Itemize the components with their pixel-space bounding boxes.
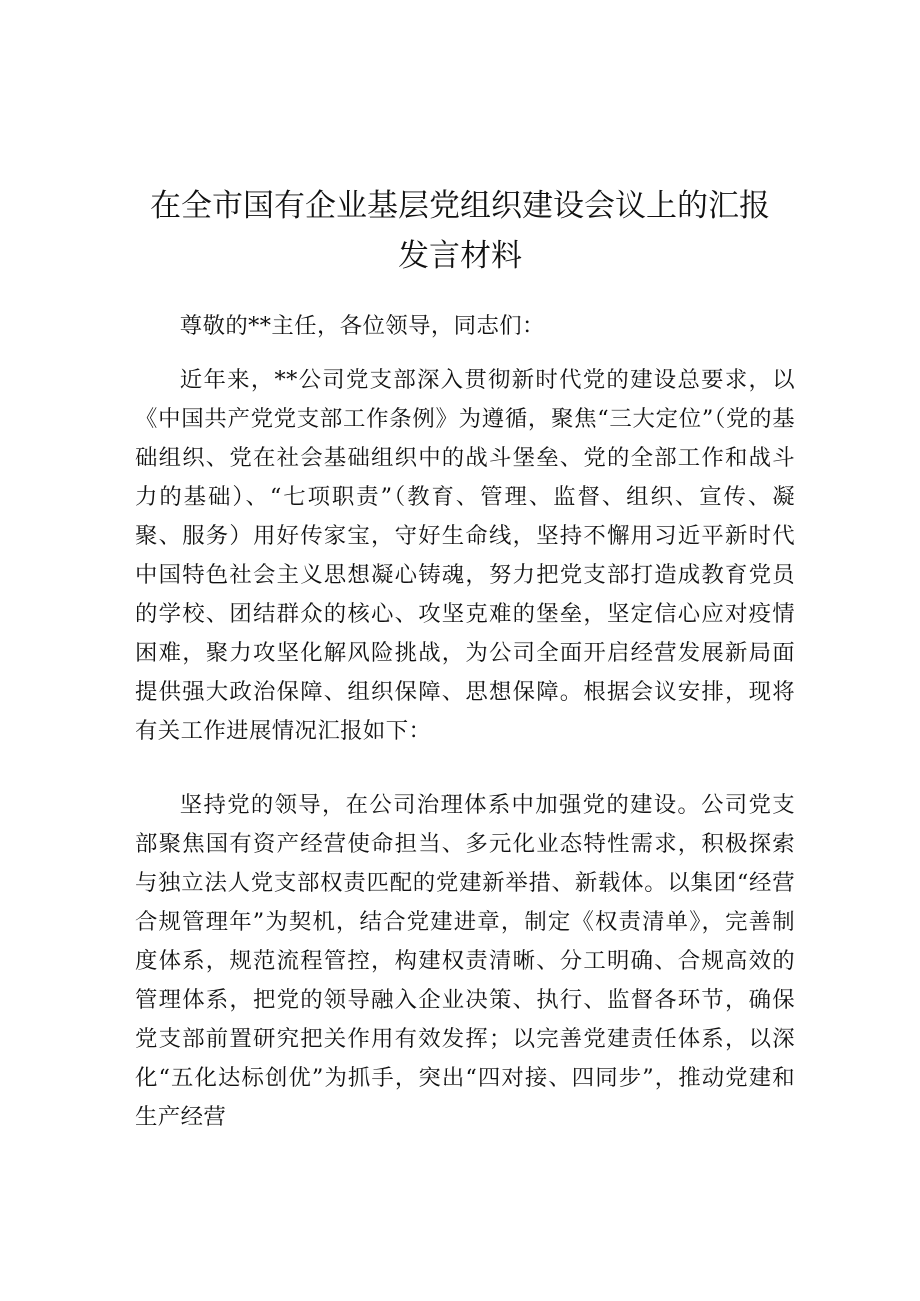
salutation: 尊敬的**主任，各位领导，同志们： (179, 313, 545, 339)
body-paragraph: 近年来，**公司党支部深入贯彻新时代党的建设总要求，以《中国共产党党支部工作条例》为遵循，聚焦“三大定位”（党的基础组织、党在社会基础组织中的战斗堡垒、党的全部工作和战斗力的基础）、“七项职责”（教育、管理、监督、组织、宣传、凝聚、服务）用好传家宝，守好生命线，坚持不懈用习近平新时代中国特色社会主义思想凝心铸魂，努力把党支部打造成教育党员的学校、团结群众的核心、攻坚克难的堡垒，坚定信心应对疫情困难，聚力攻坚化解风险挑战，为公司全面开启经营发展新局面提供强大政治保障、组织保障、思想保障。根据会议安排，现将有关工作进展情况汇报如下： (135, 367, 795, 744)
body-paragraph-block-1 (135, 361, 795, 751)
salutation-block (135, 307, 795, 346)
body-paragraph-block-2 (135, 786, 795, 1137)
document-title-line-2: 发言材料 (398, 238, 522, 274)
document-title-line-1: 在全市国有企业基层党组织建设会议上的汇报 (150, 188, 770, 224)
body-paragraph: 坚持党的领导，在公司治理体系中加强党的建设。公司党支部聚焦国有资产经营使命担当、多元化业态特性需求，积极探索与独立法人党支部权责匹配的党建新举措、新载体。以集团“经营合规管理年”为契机，结合党建进章，制定《权责清单》，完善制度体系，规范流程管控，构建权责清晰、分工明确、合规高效的管理体系，把党的领导融入企业决策、执行、监督各环节，确保党支部前置研究把关作用有效发挥；以完善党建责任体系，以深化“五化达标创优”为抓手，突出“四对接、四同步”，推动党建和生产经营 (135, 792, 795, 1130)
